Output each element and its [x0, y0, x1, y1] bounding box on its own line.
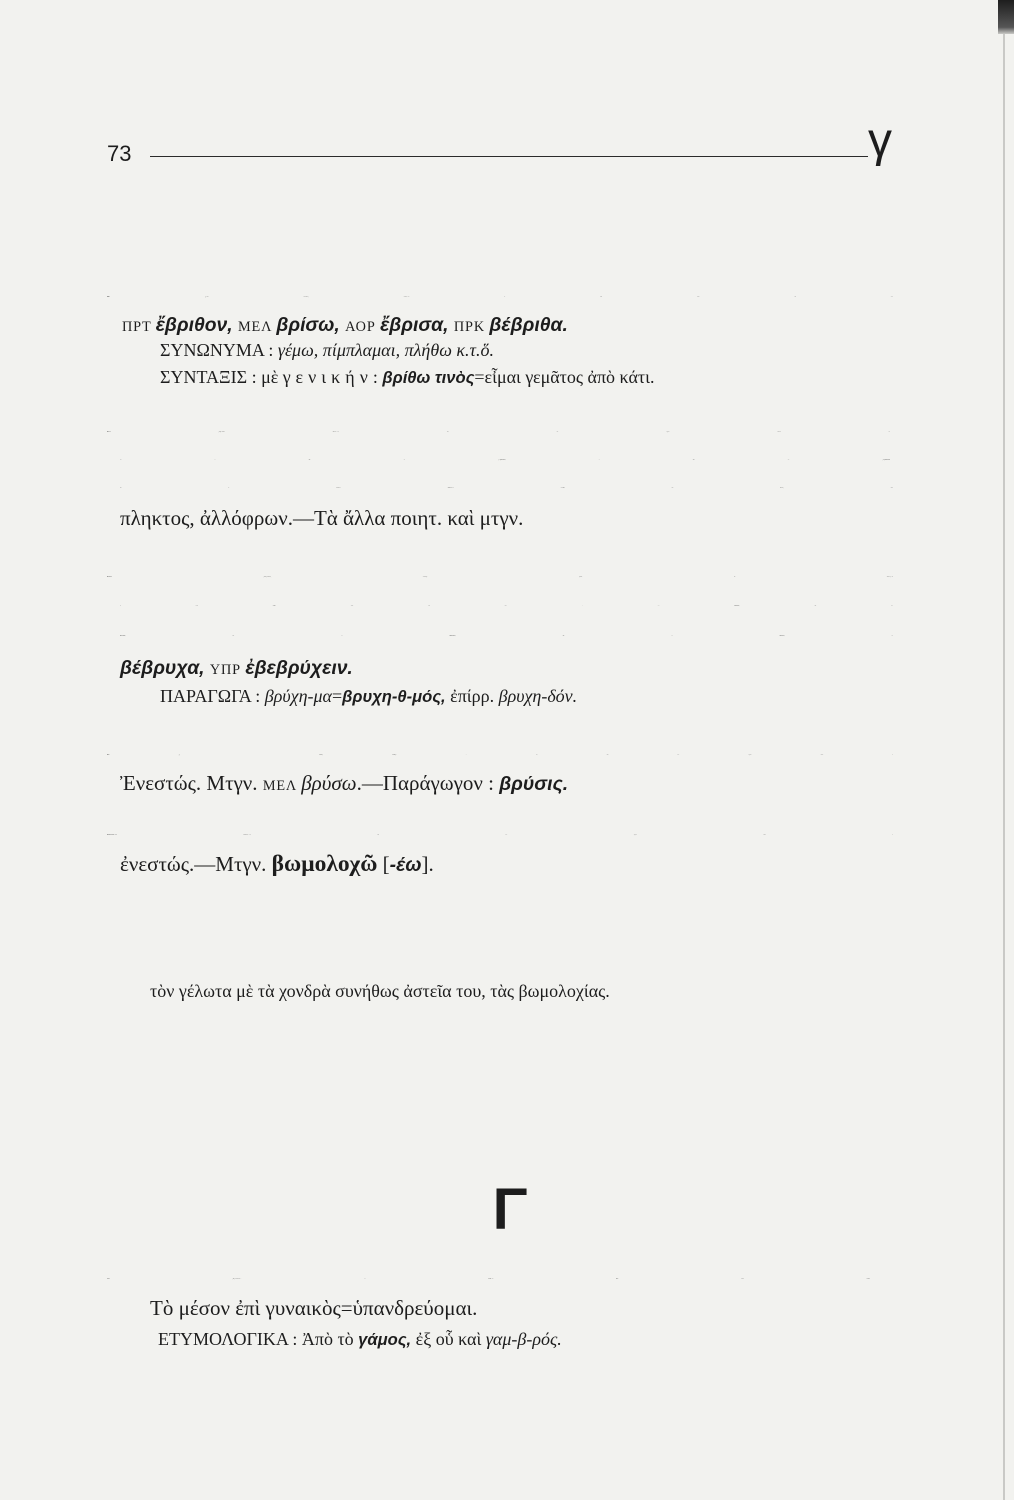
headword: βροντῶ: [107, 432, 111, 433]
text-line: [160, 338, 494, 362]
section-letter: Γ: [492, 1177, 528, 1242]
text-run: :: [372, 367, 383, 387]
text-line: [120, 653, 353, 684]
text-line: [150, 1294, 477, 1322]
text-run: =ὁ κτυπηθεὶς ὑπὸ βροντῆς, κατά-: [452, 488, 893, 489]
text-line: [150, 929, 893, 953]
text-line: [107, 284, 893, 312]
text-run: Τὸ μέσον ἐπὶ γυναικὸς=ὑπανδρεύομαι.: [150, 1296, 478, 1320]
tense-abbreviation: [341, 636, 449, 637]
tense-abbreviation: ΜΕΛ: [262, 778, 302, 794]
tense-abbreviation: [404, 460, 499, 461]
tense-abbreviation: [364, 1279, 488, 1280]
scan-edge-shadow: [998, 0, 1014, 34]
text-run: =εἶμαι βωμολόχος.—Εἰς τοὺς ἀττ. πεζογρ. μόνον ὁ: [114, 835, 893, 836]
text-line: [120, 623, 893, 651]
headword: βρύω: [107, 755, 110, 756]
italic-term: ἐν-: [498, 460, 500, 461]
text-run: Ἐνεστώς. Μτγν.: [120, 771, 263, 795]
italic-term: γέμω, πίμπλαμαι, πλήθω κ.τ.ὅ.: [277, 340, 494, 360]
text-line: [120, 447, 890, 475]
bold-form: βρίσω,: [276, 315, 346, 336]
text-run: ]=ὠρύομαι, μουγκρίζω (κυρίως ἐπὶ λεόντων).—Τὸ: [266, 577, 893, 578]
text-line: [158, 1355, 868, 1379]
text-line: [158, 1327, 562, 1352]
text-run: ἐπίρρ.: [445, 686, 499, 706]
text-run: τὸν γέλωτα μὲ τὰ χονδρὰ συνήθως ἀστεῖα του, τὰς βωμολοχίας.: [150, 981, 610, 1001]
text-run: [ῑ]=εἶμαι φορτωμένος, γεμᾶτος.—Τὸ ῥ. εἶναι ποιητ. καὶ μτγν.: [109, 297, 893, 298]
italic-term: ἐμβρόντητος: [447, 488, 453, 489]
tense-abbreviation: [788, 460, 883, 461]
bold-form: γάμος,: [358, 1330, 412, 1349]
scan-edge-line: [1003, 0, 1005, 1500]
text-run: [: [377, 852, 390, 876]
tense-abbreviation: ΥΠΡ: [209, 662, 246, 678]
text-line: [107, 822, 893, 850]
text-run: μέσ.: [739, 606, 892, 607]
bold-form: [882, 460, 890, 461]
text-run: ΣΥΝΩΝΥΜΑ :: [160, 340, 278, 360]
text-line: [107, 419, 890, 447]
text-run: παθ.: [455, 636, 672, 637]
tense-abbreviation: ΜΕΛ: [238, 319, 277, 335]
italic-term: βρυχη-δόν.: [498, 686, 578, 706]
text-line: [160, 684, 577, 709]
bold-form: βρίθω τινὸς: [382, 368, 475, 387]
text-line: [107, 564, 893, 592]
headword: γαμῶ: [107, 1279, 110, 1280]
text-run: [ῠ] = ἀναβρύω, ἀναβλύζω. — Εἰς τοὺς ἀττ. πεζογρ. μόνον ὁ: [109, 755, 893, 756]
italic-term: ἐμ-: [882, 460, 885, 461]
text-line: [120, 182, 872, 208]
bold-form: [780, 636, 785, 637]
text-run: .—Οἱ ἄλλοι χρόνοι ὁμαλῶς.: [490, 1279, 870, 1280]
bold-form: βέβρυχα,: [120, 658, 205, 679]
text-run: ΕΤΥΜΟΛΟΓΙΚΑ : Ἀπὸ τὸ: [158, 1329, 359, 1349]
text-run: [785, 636, 892, 637]
text-run: μέσ.: [125, 636, 342, 637]
page-number: 73: [107, 141, 132, 166]
text-run: .—Παράγωγον :: [356, 771, 500, 795]
bold-form: ἔβριθον,: [155, 315, 239, 336]
bold-form: βρύσις.: [499, 774, 569, 795]
text-line: [160, 365, 654, 390]
headword: βωμολοχῶ: [271, 851, 378, 877]
text-line: [120, 593, 893, 621]
text-run: [: [110, 432, 220, 433]
text-line: [150, 954, 893, 978]
tense-abbreviation: ΑΟΡ: [345, 319, 381, 335]
text-line: [120, 769, 568, 800]
text-run: ].: [421, 852, 434, 876]
text-line: [107, 742, 893, 770]
tense-abbreviation: [891, 606, 893, 607]
tense-abbreviation: [658, 606, 734, 607]
text-run: καὶ τὸ παράγωγον: [120, 488, 448, 489]
tense-abbreviation: ΠΡΚ: [453, 319, 490, 335]
tense-abbreviation: ΠΡΤ: [122, 319, 156, 335]
headword: βρυχῶμαι: [107, 577, 112, 578]
italic-term: γαμ-β-ρός.: [485, 1329, 562, 1349]
bold-form: -έω: [389, 855, 422, 876]
text-run: [: [109, 1279, 233, 1280]
text-run: ]=παράγω βροντήν.—Εἰς τοὺς ἀττ. πεζογρ. ἀπαντᾷ μό-: [220, 432, 890, 433]
tense-abbreviation: [671, 636, 779, 637]
text-run: ἐξ οὗ καὶ: [411, 1329, 486, 1349]
bold-form: ἔβρισα,: [380, 315, 454, 336]
text-line: [122, 310, 568, 341]
bold-form: βρυχη-θ-μός,: [342, 687, 446, 706]
text-run: =εἶμαι γεμᾶτος ἀπὸ κάτι.: [474, 367, 655, 387]
italic-term: βρύσω: [301, 771, 357, 795]
text-line: [150, 904, 893, 928]
text-run: [: [111, 577, 264, 578]
text-line: [160, 878, 893, 902]
text-run: ῥ. εἶναι μᾶλλον ποιητ. καὶ μτγν. —: [120, 606, 658, 607]
tense-abbreviation: [892, 636, 893, 637]
text-line: [120, 209, 876, 235]
bold-form: ἐβεβρύχειν.: [245, 658, 353, 679]
text-run: =: [332, 686, 343, 706]
text-run: ὁ παθ.: [505, 460, 788, 461]
headword: βωμολοχεύομαι: [107, 835, 115, 836]
italic-term: βρύχη-μα: [264, 686, 332, 706]
italic-term: -άομαι: [263, 577, 267, 578]
text-line: [120, 504, 523, 532]
text-run: ἐνεστώς.—Μτγν.: [120, 852, 272, 876]
text-run: νον ὁ παθ.: [120, 460, 404, 461]
text-line: [120, 237, 873, 263]
bold-form: βέβριθα.: [489, 315, 568, 336]
text-run: ΣΥΝΤΑΞΙΣ : μὲ: [160, 367, 283, 387]
text-line: [107, 1266, 870, 1294]
text-run: ΠΑΡΑΓΩΓΑ :: [160, 686, 265, 706]
headword: βρίθω: [107, 297, 110, 298]
text-run: ]=νυμφεύομαι.—: [234, 1279, 365, 1280]
text-line: [150, 979, 610, 1003]
running-letter: γ: [868, 114, 892, 167]
text-line: [120, 475, 893, 503]
header-rule: [150, 156, 868, 157]
text-run: πληκτος, ἀλλόφρων.—Τὰ ἄλλα ποιητ. καὶ μτγν.: [120, 506, 524, 530]
spaced-term: γενικήν: [282, 367, 373, 387]
text-line: [120, 850, 434, 880]
